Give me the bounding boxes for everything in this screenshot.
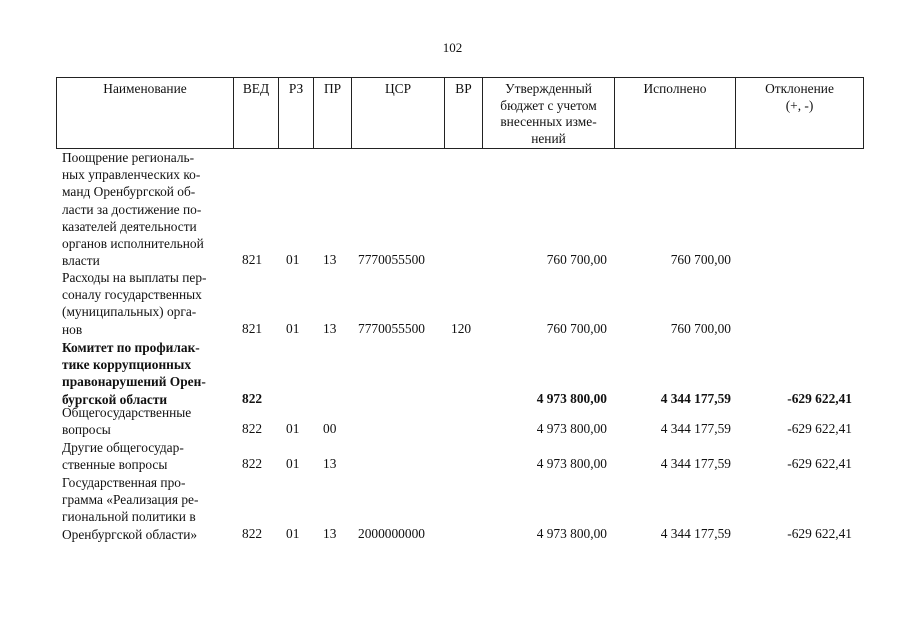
row-deviation: -629 622,41	[787, 456, 852, 472]
row-vr: 120	[451, 320, 472, 336]
header-pr: ПР	[314, 78, 352, 148]
header-executed: Исполнено	[615, 78, 736, 148]
row-pr: 13	[323, 525, 337, 541]
row-csr: 7770055500	[358, 320, 425, 336]
header-rz: РЗ	[279, 78, 314, 148]
row-budget: 760 700,00	[546, 320, 607, 336]
table-header	[56, 77, 864, 149]
row-budget: 4 973 800,00	[536, 525, 607, 541]
row-ved: 821	[242, 252, 263, 268]
row-ved: 822	[242, 525, 263, 541]
row-executed: 4 344 177,59	[660, 456, 731, 472]
row-deviation: -629 622,41	[787, 525, 852, 541]
row-budget: 4 973 800,00	[536, 456, 607, 472]
row-name: Расходы на выплаты пер- соналу государственных (муниципальных) орга- нов	[62, 270, 207, 337]
row-executed: 4 344 177,59	[660, 525, 731, 541]
header-ved: ВЕД	[234, 78, 279, 148]
row-rz: 01	[286, 525, 300, 541]
row-name: Поощрение региональ- ных управленческих ко- манд Оренбургской об- ласти за достижение по- казателей деятельности органов исполнительной власти	[62, 150, 204, 269]
header-vr: ВР	[445, 78, 483, 148]
row-rz: 01	[286, 421, 300, 437]
row-rz: 01	[286, 456, 300, 472]
row-ved: 822	[242, 390, 263, 406]
row-rz: 01	[286, 320, 300, 336]
header-budget: Утвержденный бюджет с учетом внесенных изме- нений	[483, 78, 615, 148]
page-number: 102	[442, 40, 463, 55]
row-name: Общегосударственные вопросы	[62, 405, 192, 438]
header-deviation: Отклонение (+, -)	[765, 81, 834, 113]
row-executed: 760 700,00	[670, 252, 731, 268]
row-pr: 13	[323, 320, 337, 336]
header-name: Наименование	[57, 78, 234, 148]
row-deviation: -629 622,41	[787, 421, 852, 437]
row-name: Другие общегосудар- ственные вопросы	[62, 440, 184, 473]
row-executed: 760 700,00	[670, 320, 731, 336]
row-executed: 4 344 177,59	[660, 421, 731, 437]
row-executed: 4 344 177,59	[660, 390, 731, 406]
header-csr: ЦСР	[352, 78, 445, 148]
row-budget: 4 973 800,00	[536, 421, 607, 437]
row-csr: 7770055500	[358, 252, 425, 268]
row-name: Государственная про- грамма «Реализация ре- гиональной политики в Оренбургской области»	[62, 475, 199, 542]
row-name: Комитет по профилак- тике коррупционных правонарушений Орен- бургской области	[62, 340, 206, 407]
row-ved: 822	[242, 421, 263, 437]
row-csr: 2000000000	[358, 525, 425, 541]
row-deviation: -629 622,41	[787, 390, 852, 406]
row-budget: 760 700,00	[546, 252, 607, 268]
row-ved: 821	[242, 320, 263, 336]
row-pr: 13	[323, 456, 337, 472]
row-ved: 822	[242, 456, 263, 472]
row-pr: 13	[323, 252, 337, 268]
row-rz: 01	[286, 252, 300, 268]
row-budget: 4 973 800,00	[536, 390, 607, 406]
row-pr: 00	[323, 421, 337, 437]
